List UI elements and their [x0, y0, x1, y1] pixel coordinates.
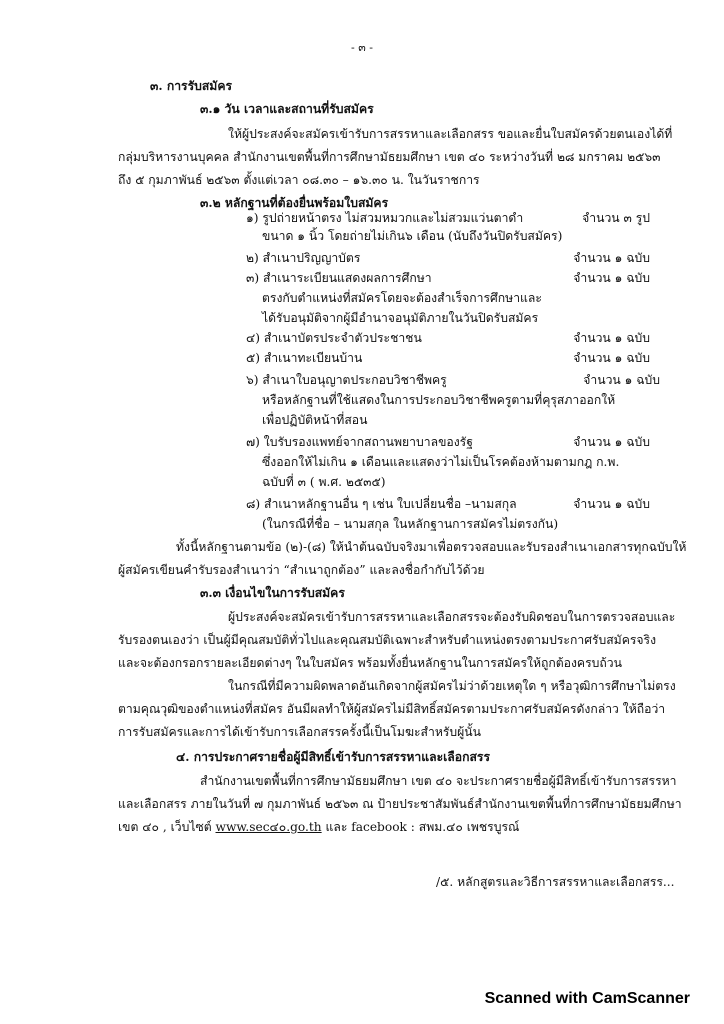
- camscanner-watermark: Scanned with CamScanner: [484, 990, 690, 1007]
- document-item-line: ขนาด ๑ นิ้ว โดยถ่ายไม่เกิน๖ เดือน (นับถึงวันปิดรับสมัคร): [262, 229, 563, 243]
- section-3-2-heading: ๓.๒ หลักฐานที่ต้องยื่นพร้อมใบสมัคร: [200, 196, 389, 210]
- document-item-quantity: จำนวน ๓ รูป: [582, 211, 650, 225]
- section-3-1-line: ถึง ๕ กุมภาพันธ์ ๒๕๖๓ ตั้งแต่เวลา ๐๘.๓๐ – ๑๖.๓๐ น. ในวันราชการ: [118, 173, 480, 187]
- section-3-1-line: กลุ่มบริหารงานบุคคล สำนักงานเขตพื้นที่การศึกษามัธยมศึกษา เขต ๔๐ ระหว่างวันที่ ๒๘ มกราคม ๒๕๖๓: [118, 150, 661, 164]
- document-item-quantity: จำนวน ๑ ฉบับ: [573, 251, 650, 265]
- section-4-last-line: [118, 819, 519, 835]
- section-4-last-prefix: เขต ๔๐ , เว็บไซต์: [118, 820, 216, 834]
- section-4-line: และเลือกสรร ภายในวันที่ ๗ กุมภาพันธ์ ๒๕๖๓ ณ ป้ายประชาสัมพันธ์สำนักงานเขตพื้นที่การศึกษามัธยมศึกษา: [118, 797, 682, 811]
- document-item-line: ๓) สำเนาระเบียนแสดงผลการศึกษา: [246, 271, 432, 285]
- continuation-note: /๕. หลักสูตรและวิธีการสรรหาและเลือกสรร...: [436, 875, 675, 889]
- document-item-line: ๔) สำเนาบัตรประจำตัวประชาชน: [246, 331, 422, 345]
- document-item-quantity: จำนวน ๑ ฉบับ: [583, 373, 660, 387]
- section-3-heading: ๓. การรับสมัคร: [150, 79, 233, 93]
- document-item-line: เพื่อปฏิบัติหน้าที่สอน: [262, 413, 368, 427]
- document-item-quantity: จำนวน ๑ ฉบับ: [573, 435, 650, 449]
- document-item-line: ตรงกับตำแหน่งที่สมัครโดยจะต้องสำเร็จการศึกษาและ: [262, 291, 542, 305]
- document-item-line: ๕) สำเนาทะเบียนบ้าน: [246, 351, 363, 365]
- evidence-note-line: ผู้สมัครเขียนคำรับรองสำเนาว่า “สำเนาถูกต้อง” และลงชื่อกำกับไว้ด้วย: [118, 563, 485, 577]
- document-item-line: ๗) ใบรับรองแพทย์จากสถานพยาบาลของรัฐ: [246, 435, 473, 449]
- conditions-paragraph-line: ตามคุณวุฒิของตำแหน่งที่สมัคร อันมีผลทำให้ผู้สมัครไม่มีสิทธิ์สมัครตามประกาศรับสมัครดังกล่าว ให้ถือว่า: [118, 702, 666, 716]
- section-4-heading: ๔. การประกาศรายชื่อผู้มีสิทธิ์เข้ารับการสรรหาและเลือกสรร: [176, 750, 491, 764]
- document-item-quantity: จำนวน ๑ ฉบับ: [573, 271, 650, 285]
- evidence-note-line: ทั้งนี้หลักฐานตามข้อ (๒)-(๘) ให้นำต้นฉบับจริงมาเพื่อตรวจสอบและรับรองสำเนาเอกสารทุกฉบับให้: [176, 540, 687, 554]
- conditions-paragraph-line: และจะต้องกรอกรายละเอียดต่างๆ ในใบสมัคร พร้อมทั้งยื่นหลักฐานในการสมัครให้ถูกต้องครบถ้วน: [118, 656, 622, 670]
- document-item-line: (ในกรณีที่ชื่อ – นามสกุล ในหลักฐานการสมัครไม่ตรงกัน): [262, 517, 559, 531]
- document-item-line: ๘) สำเนาหลักฐานอื่น ๆ เช่น ใบเปลี่ยนชื่อ –นามสกุล: [246, 497, 517, 511]
- document-item-line: ฉบับที่ ๓ ( พ.ศ. ๒๕๓๕): [262, 475, 386, 489]
- section-3-3-heading: ๓.๓ เงื่อนไขในการรับสมัคร: [200, 586, 345, 600]
- section-3-1-heading: ๓.๑ วัน เวลาและสถานที่รับสมัคร: [200, 102, 374, 116]
- document-item-line: ๑) รูปถ่ายหน้าตรง ไม่สวมหมวกและไม่สวมแว่นตาดำ: [246, 211, 524, 225]
- conditions-paragraph-line: ผู้ประสงค์จะสมัครเข้ารับการสรรหาและเลือกสรรจะต้องรับผิดชอบในการตรวจสอบและ: [228, 610, 676, 624]
- conditions-paragraph-line: ในกรณีที่มีความผิดพลาดอันเกิดจากผู้สมัครไม่ว่าด้วยเหตุใด ๆ หรือวุฒิการศึกษาไม่ตรง: [228, 679, 676, 693]
- document-item-line: ๒) สำเนาปริญญาบัตร: [246, 251, 361, 265]
- document-item-line: ได้รับอนุมัติจากผู้มีอำนาจอนุมัติภายในวันปิดรับสมัคร: [262, 311, 539, 325]
- section-3-1-line: ให้ผู้ประสงค์จะสมัครเข้ารับการสรรหาและเลือกสรร ขอและยื่นใบสมัครด้วยตนเองได้ที่: [228, 127, 673, 141]
- document-item-line: หรือหลักฐานที่ใช้แสดงในการประกอบวิชาชีพครูตามที่คุรุสภาออกให้: [262, 393, 616, 407]
- section-4-last-suffix: และ facebook : สพม.๔๐ เพชรบูรณ์: [321, 820, 520, 834]
- document-item-line: ซึ่งออกให้ไม่เกิน ๑ เดือนและแสดงว่าไม่เป็นโรคต้องห้ามตามกฎ ก.พ.: [262, 455, 620, 469]
- conditions-paragraph-line: รับรองตนเองว่า เป็นผู้มีคุณสมบัติทั่วไปและคุณสมบัติเฉพาะสำหรับตำแหน่งตรงตามประกาศรับสมัครจริง: [118, 633, 657, 647]
- website-link[interactable]: www.sec๔๐.go.th: [215, 820, 322, 834]
- section-4-line: สำนักงานเขตพื้นที่การศึกษามัธยมศึกษา เขต ๔๐ จะประกาศรายชื่อผู้มีสิทธิ์เข้ารับการสรรหา: [200, 774, 677, 788]
- document-item-quantity: จำนวน ๑ ฉบับ: [573, 331, 650, 345]
- document-item-quantity: จำนวน ๑ ฉบับ: [573, 497, 650, 511]
- conditions-paragraph-line: การรับสมัครและการได้เข้ารับการเลือกสรรครั้งนี้เป็นโมฆะสำหรับผู้นั้น: [118, 725, 481, 739]
- page-number: - ๓ -: [351, 41, 373, 54]
- document-item-quantity: จำนวน ๑ ฉบับ: [573, 351, 650, 365]
- document-item-line: ๖) สำเนาใบอนุญาตประกอบวิชาชีพครู: [246, 373, 447, 387]
